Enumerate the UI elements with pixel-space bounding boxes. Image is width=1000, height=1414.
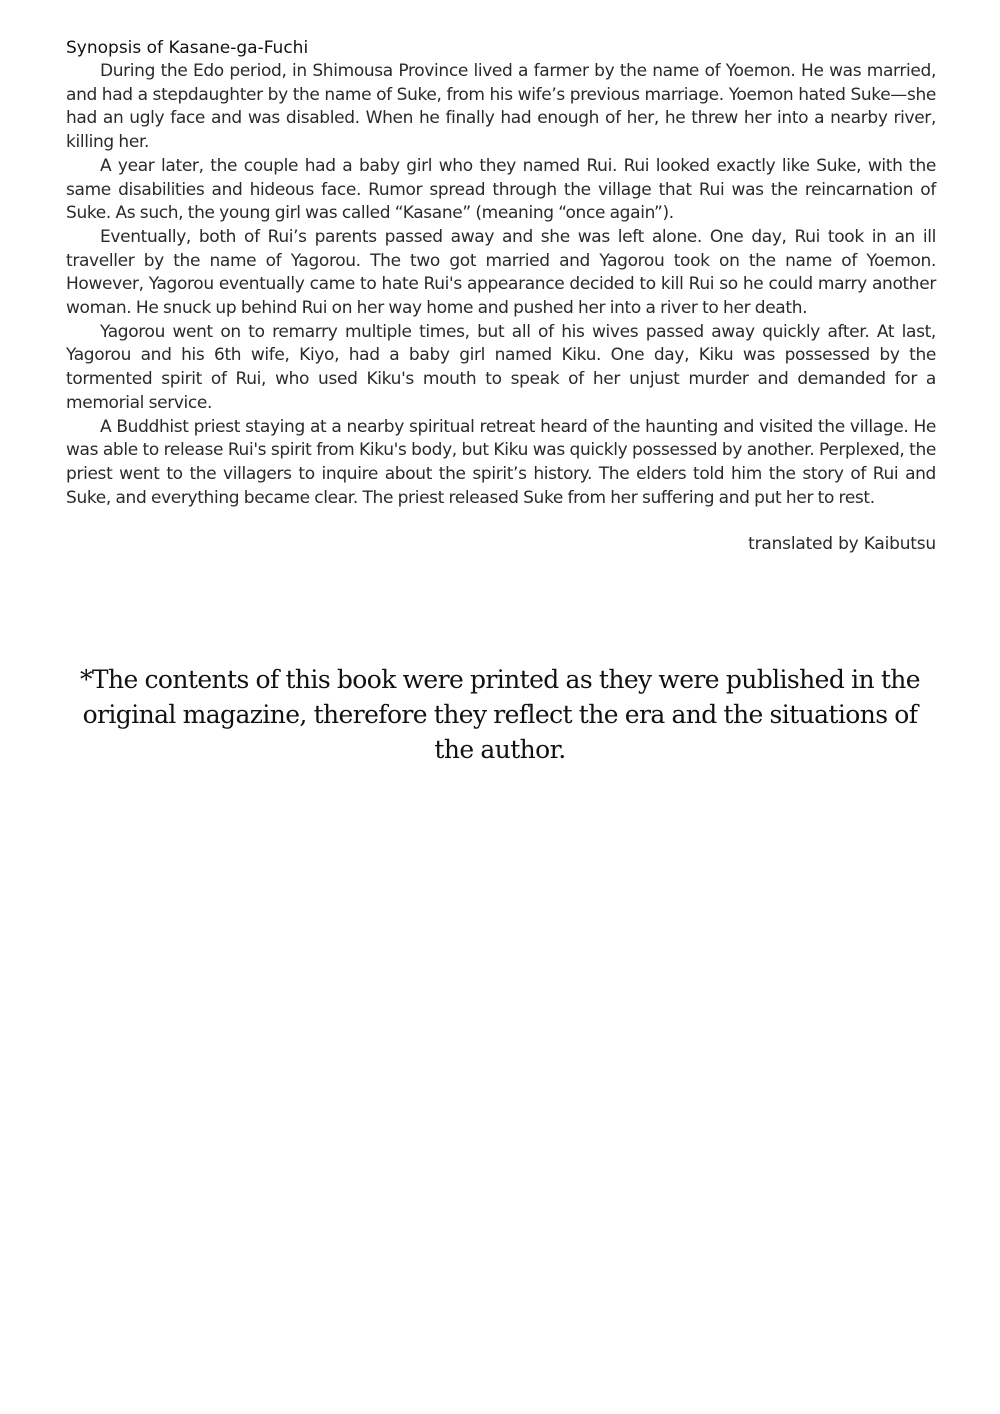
translator-credit: translated by Kaibutsu <box>748 534 936 555</box>
synopsis-paragraph: A Buddhist priest staying at a nearby spiritual retreat heard of the haunting and visited the village. He was able to release Rui's spirit from Kiku's body, but Kiku was quickly possessed by another. Perplexed, the priest went to the villagers to inquire about the spirit’s history. The elders told him the story of Rui and Suke, and everything became clear. The priest released Suke from her suffering and put her to rest. <box>66 416 936 508</box>
synopsis-paragraph: Eventually, both of Rui’s parents passed away and she was left alone. One day, Rui took in an ill traveller by the name of Yagorou. The two got married and Yagorou took on the name of Yoemon. However, Yagorou eventually came to hate Rui's appearance decided to kill Rui so he could marry another woman. He snuck up behind Rui on her way home and pushed her into a river to her death. <box>66 226 936 319</box>
synopsis-heading: Synopsis of Kasane-ga-Fuchi <box>66 38 309 58</box>
synopsis-paragraph: During the Edo period, in Shimousa Province lived a farmer by the name of Yoemon. He was married, and had a stepdaughter by the name of Suke, from his wife’s previous marriage. Yoemon hated Suke—she had an ugly face and was disabled. When he finally had enough of her, he threw her into a nearby river, killing her. <box>66 61 936 153</box>
synopsis-paragraph: A year later, the couple had a baby girl who they named Rui. Rui looked exactly like Suke, with the same disabilities and hideous face. Rumor spread through the village that Rui was the reincarnation of Suke. As such, the young girl was called “Kasane” (meaning “once again”). <box>66 155 936 224</box>
publication-notice: *The contents of this book were printed as they were published in the original magazine, therefore they reflect the era and the situations of the author. <box>80 665 920 764</box>
synopsis-section <box>66 36 936 556</box>
synopsis-paragraph: Yagorou went on to remarry multiple times, but all of his wives passed away quickly after. At last, Yagorou and his 6th wife, Kiyo, had a baby girl named Kiku. One day, Kiku was possessed by the tormented spirit of Rui, who used Kiku's mouth to speak of her unjust murder and demanded for a memorial service. <box>66 321 936 413</box>
